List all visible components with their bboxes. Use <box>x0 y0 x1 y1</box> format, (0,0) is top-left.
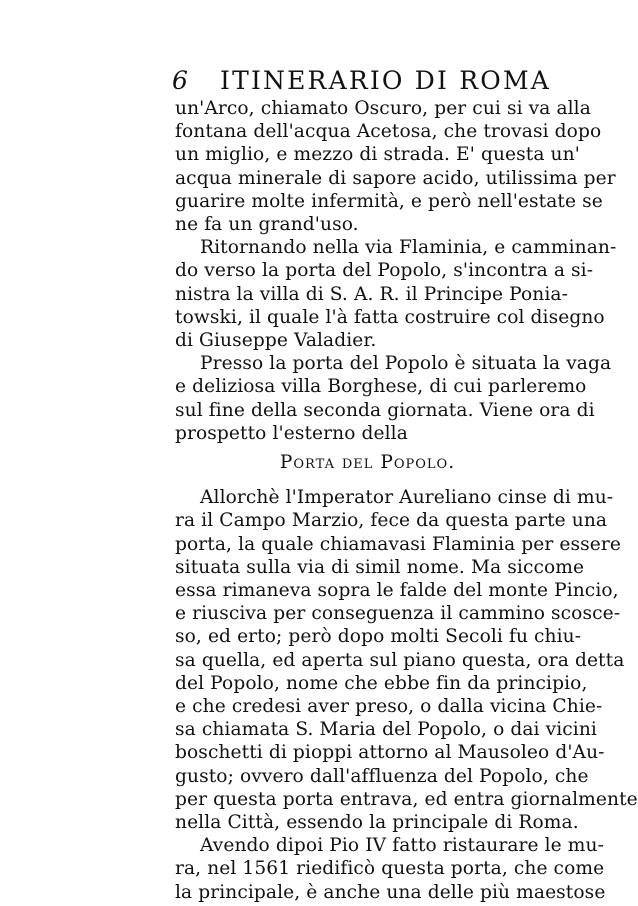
text-line: gusto; ovvero dall'affluenza del Popolo, che <box>175 765 589 787</box>
text-line: sa quella, ed aperta sul piano questa, ora detta <box>175 649 625 671</box>
text-line: un miglio, e mezzo di strada. E' questa un' <box>175 144 580 166</box>
running-header <box>172 66 552 98</box>
text-line: fontana dell'acqua Acetosa, che trovasi dopo <box>175 121 602 143</box>
text-line: acqua minerale di sapore acido, utilissima per <box>175 167 616 189</box>
text-line: nistra la villa di S. A. R. il Principe Ponia- <box>175 283 568 305</box>
text-line: ne fa un grand'uso. <box>175 214 359 235</box>
text-line: la principale, è anche una delle più maestose <box>175 881 606 903</box>
text-line: Avendo dipoi Pio IV fatto ristaurare le mu- <box>200 835 604 857</box>
text-line: per questa porta entrava, ed entra giornalmente <box>175 788 638 810</box>
text-line: e che credesi aver preso, o dalla vicina Chie- <box>175 696 603 717</box>
text-line: Presso la porta del Popolo è situata la vaga <box>200 353 612 375</box>
section-heading: Porta del Popolo. <box>279 452 456 473</box>
text-line: e deliziosa villa Borghese, di cui parleremo <box>175 376 587 398</box>
text-line: Ritornando nella via Flaminia, e camminan- <box>200 237 617 259</box>
text-line: so, ed erto; però dopo molti Secoli fu chiu- <box>175 626 582 648</box>
text-line: un'Arco, chiamato Oscuro, per cui si va alla <box>175 98 591 119</box>
page-number: 6 <box>172 66 191 95</box>
text-line: do verso la porta del Popolo, s'incontra a si- <box>175 260 594 282</box>
text-line: ra, nel 1561 riedificò questa porta, che come <box>175 858 605 880</box>
text-line: e riusciva per conseguenza il cammino scosce- <box>175 603 621 625</box>
text-line: prospetto l'esterno della <box>175 422 408 444</box>
text-line: porta, la quale chiamavasi Flaminia per essere <box>175 533 621 555</box>
text-line: boschetti di pioppi attorno al Mausoleo d'Au- <box>175 742 605 764</box>
text-line: Allorchè l'Imperator Aureliano cinse di mu- <box>200 487 614 509</box>
running-title: ITINERARIO DI ROMA <box>220 66 552 95</box>
text-line: ra il Campo Marzio, fece da questa parte una <box>175 510 608 532</box>
text-line: towski, il quale l'à fatta costruire col disegno <box>175 306 605 328</box>
text-line: del Popolo, nome che ebbe fin da principio, <box>175 672 588 694</box>
text-line: sa chiamata S. Maria del Popolo, o dai vicini <box>175 719 597 741</box>
text-line: sul fine della seconda giornata. Viene ora di <box>175 399 595 421</box>
text-line: situata sulla via di simil nome. Ma siccome <box>175 556 585 578</box>
text-line: essa rimaneva sopra le falde del monte Pincio, <box>175 580 619 601</box>
text-line: di Giuseppe Valadier. <box>175 330 377 351</box>
text-line: nella Città, essendo la principale di Roma. <box>175 812 579 833</box>
text-line: guarire molte infermità, e però nell'estate se <box>175 190 603 212</box>
